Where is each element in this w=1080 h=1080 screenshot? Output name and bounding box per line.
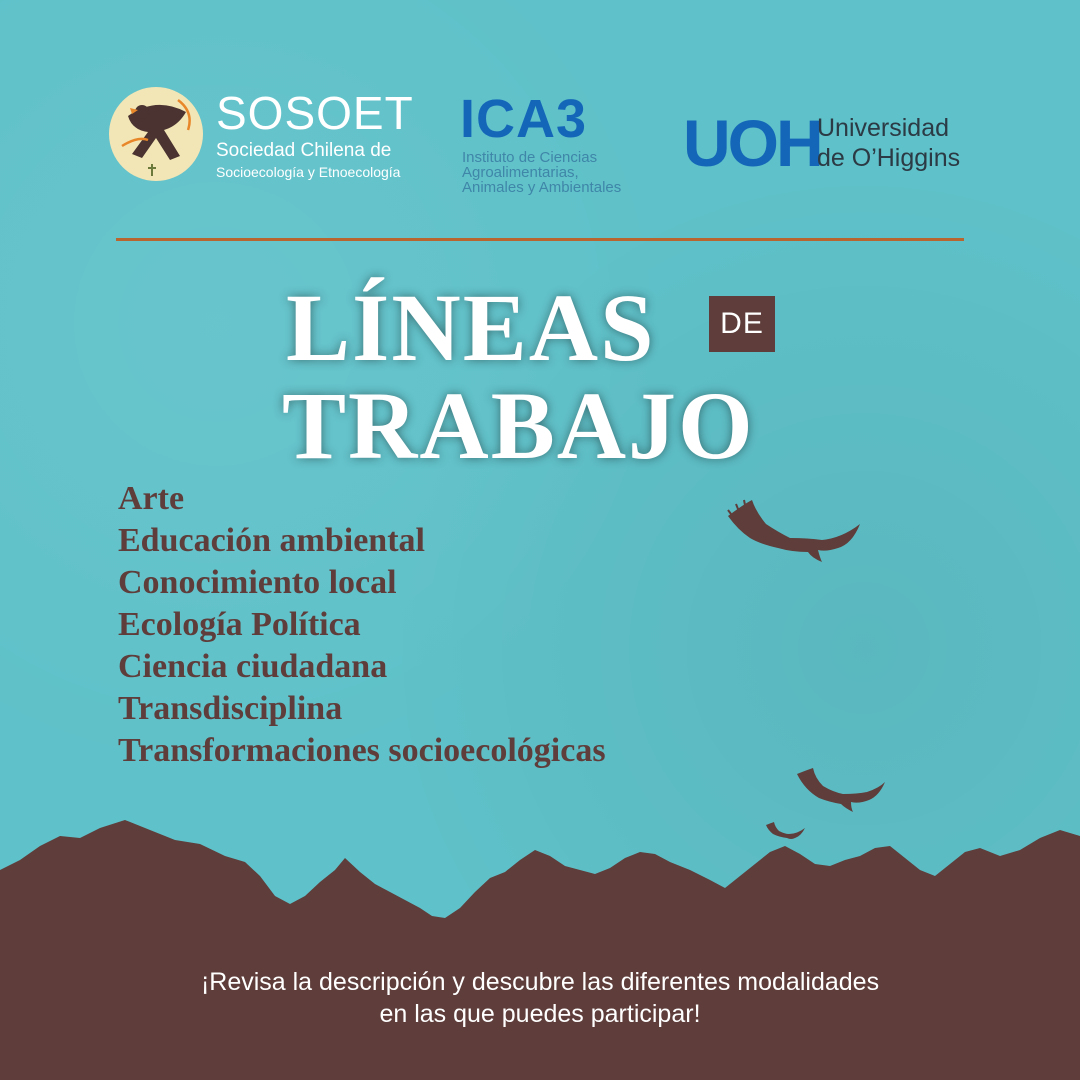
list-item: Educación ambiental	[118, 522, 425, 559]
uoh-name-line1: Universidad	[817, 114, 950, 142]
sosoet-logo	[108, 86, 414, 186]
title-de-badge: DE	[709, 296, 775, 352]
ica3-subtitle: Instituto de Ciencias Agroalimentarias, Animales y Ambientales	[462, 149, 622, 196]
sosoet-subtitle-line1: Sociedad Chilena de	[216, 140, 392, 161]
list-item: Arte	[118, 480, 185, 517]
ica3-logo	[460, 89, 640, 227]
footer-line2: en las que puedes participar!	[379, 1000, 701, 1028]
list-item: Transformaciones socioecológicas	[118, 732, 606, 769]
work-lines-list	[118, 478, 606, 772]
sosoet-name: SOSOET	[216, 87, 414, 139]
uoh-mark: UOH	[683, 106, 821, 180]
sosoet-emblem-icon	[108, 86, 204, 182]
ica3-name: ICA3	[460, 89, 588, 149]
header-divider	[116, 238, 964, 241]
uoh-logo	[683, 108, 983, 178]
list-item: Ciencia ciudadana	[118, 648, 388, 685]
title-trabajo: TRABAJO	[282, 372, 755, 479]
footer-line1: ¡Revisa la descripción y descubre las diferentes modalidades	[200, 968, 880, 996]
list-item: Ecología Política	[118, 606, 361, 643]
footer-call-to-action	[0, 966, 1080, 1030]
mountains-silhouette	[0, 800, 1080, 1080]
uoh-name-line2: de O’Higgins	[817, 144, 961, 172]
sosoet-subtitle-line2: Socioecología y Etnoecología	[216, 164, 401, 180]
list-item: Transdisciplina	[118, 690, 343, 727]
title-lineas: LÍNEAS	[286, 274, 656, 381]
condor-icon	[726, 498, 862, 568]
list-item: Conocimiento local	[118, 564, 397, 601]
